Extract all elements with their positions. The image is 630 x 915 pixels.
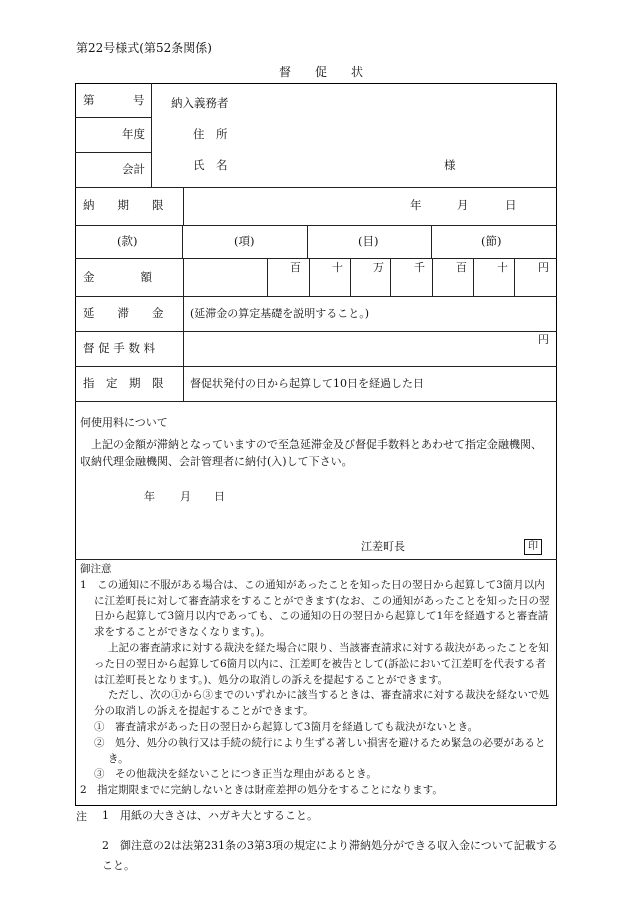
notes-item-1-para-2: 上記の審査請求に対する裁決を経た場合に限り、当該審査請求に対する裁決があったことを知った日の翌日から起算して6箇月以内に、江差町を被告として(訴訟において江差町を代表する者は江差町長となります。)、処分の取消しの訴えを提起することができます。: [94, 641, 549, 686]
late-fee-label: 延 滞 金: [83, 306, 164, 320]
deadline-label: 納 期 限: [83, 198, 164, 212]
number-dai: 第: [83, 93, 95, 107]
unit-juu-1: 十: [332, 261, 343, 274]
unit-hyaku-2: 百: [456, 261, 467, 274]
class-kan: (款): [117, 234, 138, 248]
notes-item-2: 2 指定期限までに完納しないときは財産差押の処分をすることになります。: [80, 784, 443, 797]
unit-sen: 千: [414, 261, 425, 274]
footnote-1: 1 用紙の大きさは、ハガキ大とすること。: [102, 809, 318, 822]
amount-label: 金 額: [83, 270, 152, 284]
unit-yen: 円: [538, 261, 549, 274]
notes-sub-1: ① 審査請求があった日の翌日から起算して3箇月を経過しても裁決がないとき。: [94, 720, 479, 733]
footnote-2: 2 御注意の2は法第231条の3第3項の規定により滞納処分ができる収入金について記載すること。: [102, 839, 558, 872]
fee-unit-yen: 円: [538, 333, 549, 346]
notes-heading: 御注意: [80, 563, 112, 575]
class-setsu: (節): [481, 234, 502, 248]
unit-hyaku-1: 百: [290, 261, 301, 274]
payer-label: 納入義務者: [171, 96, 229, 110]
unit-juu-2: 十: [497, 261, 508, 274]
notes-sub-3: ③ その他裁決を経ないことにつき正当な理由があるとき。: [94, 768, 377, 781]
issuer-name: 江差町長: [361, 540, 405, 553]
name-label: 氏 名: [193, 158, 228, 172]
message-body: 上記の金額が滞納となっていますので至急延滞金及び督促手数料とあわせて指定金融機関、収納代理金融機関、会計管理者に納付(入)して下さい。: [80, 438, 542, 468]
number-go: 号: [133, 93, 145, 107]
notes-item-1-para-3: ただし、次の①から③までのいずれかに該当するときは、審査請求に対する裁決を経ないで処分の取消しの訴えを提起することができます。: [94, 689, 549, 718]
notes-block: [80, 562, 552, 799]
due-date-label: 指 定 期 限: [83, 376, 164, 390]
deadline-month: 月: [457, 198, 469, 212]
due-date-text: 督促状発付の日から起算して10日を経過した日: [190, 377, 424, 390]
date-month: 月: [180, 490, 191, 503]
page-title: 督 促 状: [279, 65, 364, 79]
deadline-year: 年: [410, 198, 422, 212]
account-label: 会計: [122, 162, 145, 176]
notes-item-1: 1 この通知に不服がある場合は、この通知があったことを知った日の翌日から起算して3箇月以内に江差町長に対して審査請求をすることができます(なお、この通知があったことを知った日の翌日から起算して3箇月以内であっても、この通知の日の翌日から起算して1年を経過すると審査請求をすることができなくなります。)。: [80, 578, 550, 639]
date-year: 年: [144, 490, 155, 503]
form-label: 第22号様式(第52条関係): [76, 41, 212, 55]
sama-label: 様: [444, 158, 456, 172]
deadline-day: 日: [505, 198, 517, 212]
seal-mark: 印: [524, 539, 542, 555]
class-moku: (目): [358, 234, 379, 248]
message-subject: 何使用料について: [80, 416, 168, 429]
address-label: 住 所: [193, 127, 228, 141]
footnote-label: 注: [76, 810, 87, 823]
notes-sub-2: ② 処分、処分の執行又は手続の続行により生ずる著しい損害を避けるため緊急の必要があるとき。: [94, 736, 546, 765]
reminder-fee-label: 督 促 手 数 料: [83, 341, 156, 355]
class-kou: (項): [234, 234, 255, 248]
date-day: 日: [214, 490, 225, 503]
unit-man: 万: [373, 261, 384, 274]
late-fee-note: (延滞金の算定基礎を説明すること。): [190, 307, 370, 320]
fiscal-year-label: 年度: [122, 127, 145, 141]
